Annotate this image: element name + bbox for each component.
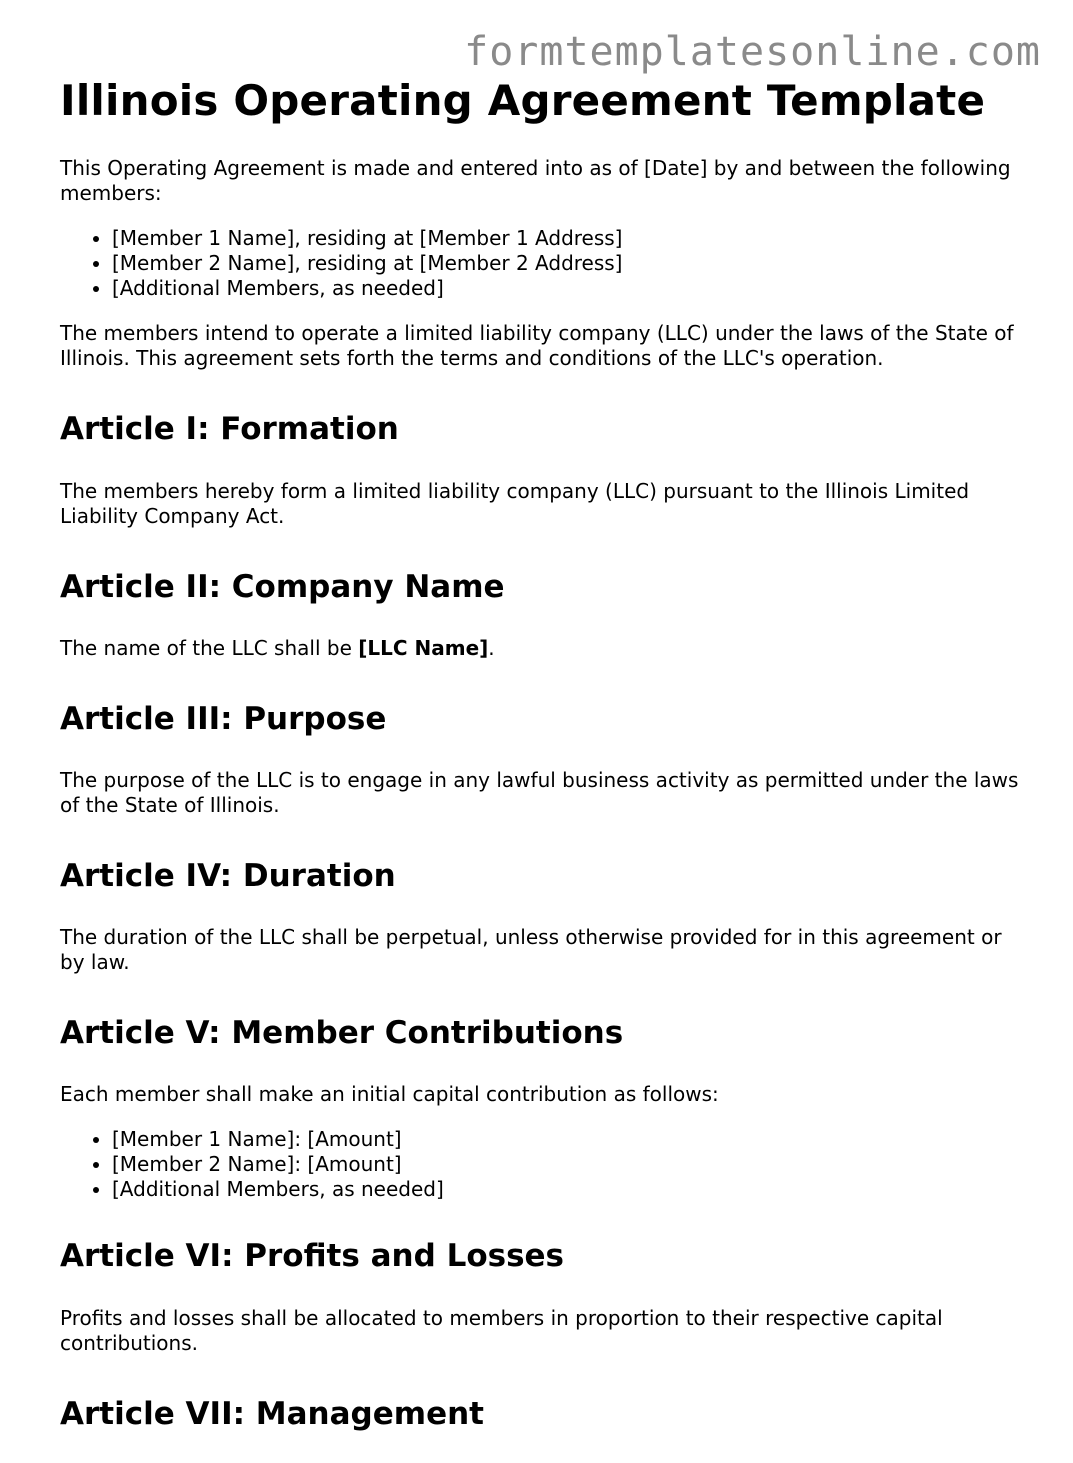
company-name-placeholder: [LLC Name] — [358, 635, 489, 660]
article-company-name-text — [60, 636, 1020, 661]
article-profits-text: Profits and losses shall be allocated to members in proportion to their respective capital contributions. — [60, 1305, 943, 1355]
article-duration-text: The duration of the LLC shall be perpetual, unless otherwise provided for in this agreement or by law. — [60, 925, 1002, 975]
company-name-suffix: . — [488, 635, 495, 660]
list-item: • [Member 2 Name]: [Amount] — [112, 1152, 1020, 1177]
document-body — [60, 76, 1020, 1463]
watermark-text: formtemplatesonline.com — [464, 29, 1041, 75]
article-profits-heading: Article VI: Profits and Losses — [60, 1238, 565, 1275]
article-management-heading: Article VII: Management — [60, 1395, 484, 1432]
document-title: Illinois Operating Agreement Template — [60, 76, 986, 125]
list-item: • [Member 2 Name], residing at [Member 2 Address] — [112, 251, 1020, 276]
list-item: • [Additional Members, as needed] — [112, 1177, 1020, 1202]
article-formation-heading: Article I: Formation — [60, 411, 399, 448]
article-purpose-text: The purpose of the LLC is to engage in any lawful business activity as permitted under the laws of the State of Illinois. — [60, 767, 1019, 817]
article-company-name-heading: Article II: Company Name — [60, 568, 505, 605]
contributions-list — [60, 1127, 1020, 1202]
list-item: • [Member 1 Name], residing at [Member 1 Address] — [112, 226, 1020, 251]
article-purpose-heading: Article III: Purpose — [60, 700, 387, 737]
article-contributions-heading: Article V: Member Contributions — [60, 1015, 624, 1052]
article-formation-text: The members hereby form a limited liability company (LLC) pursuant to the Illinois Limited Liability Company Act. — [60, 478, 970, 528]
intro-closing-paragraph: The members intend to operate a limited liability company (LLC) under the laws of the State of Illinois. This agreement sets forth the terms and conditions of the LLC's operation. — [60, 321, 1014, 371]
members-list — [60, 226, 1020, 301]
intro-paragraph: This Operating Agreement is made and entered into as of [Date] by and between the following members: — [60, 156, 1011, 206]
list-item: • [Additional Members, as needed] — [112, 276, 1020, 301]
article-duration-heading: Article IV: Duration — [60, 857, 396, 894]
article-contributions-text: Each member shall make an initial capital contribution as follows: — [60, 1082, 719, 1107]
company-name-prefix: The name of the LLC shall be — [60, 635, 359, 660]
list-item: • [Member 1 Name]: [Amount] — [112, 1127, 1020, 1152]
